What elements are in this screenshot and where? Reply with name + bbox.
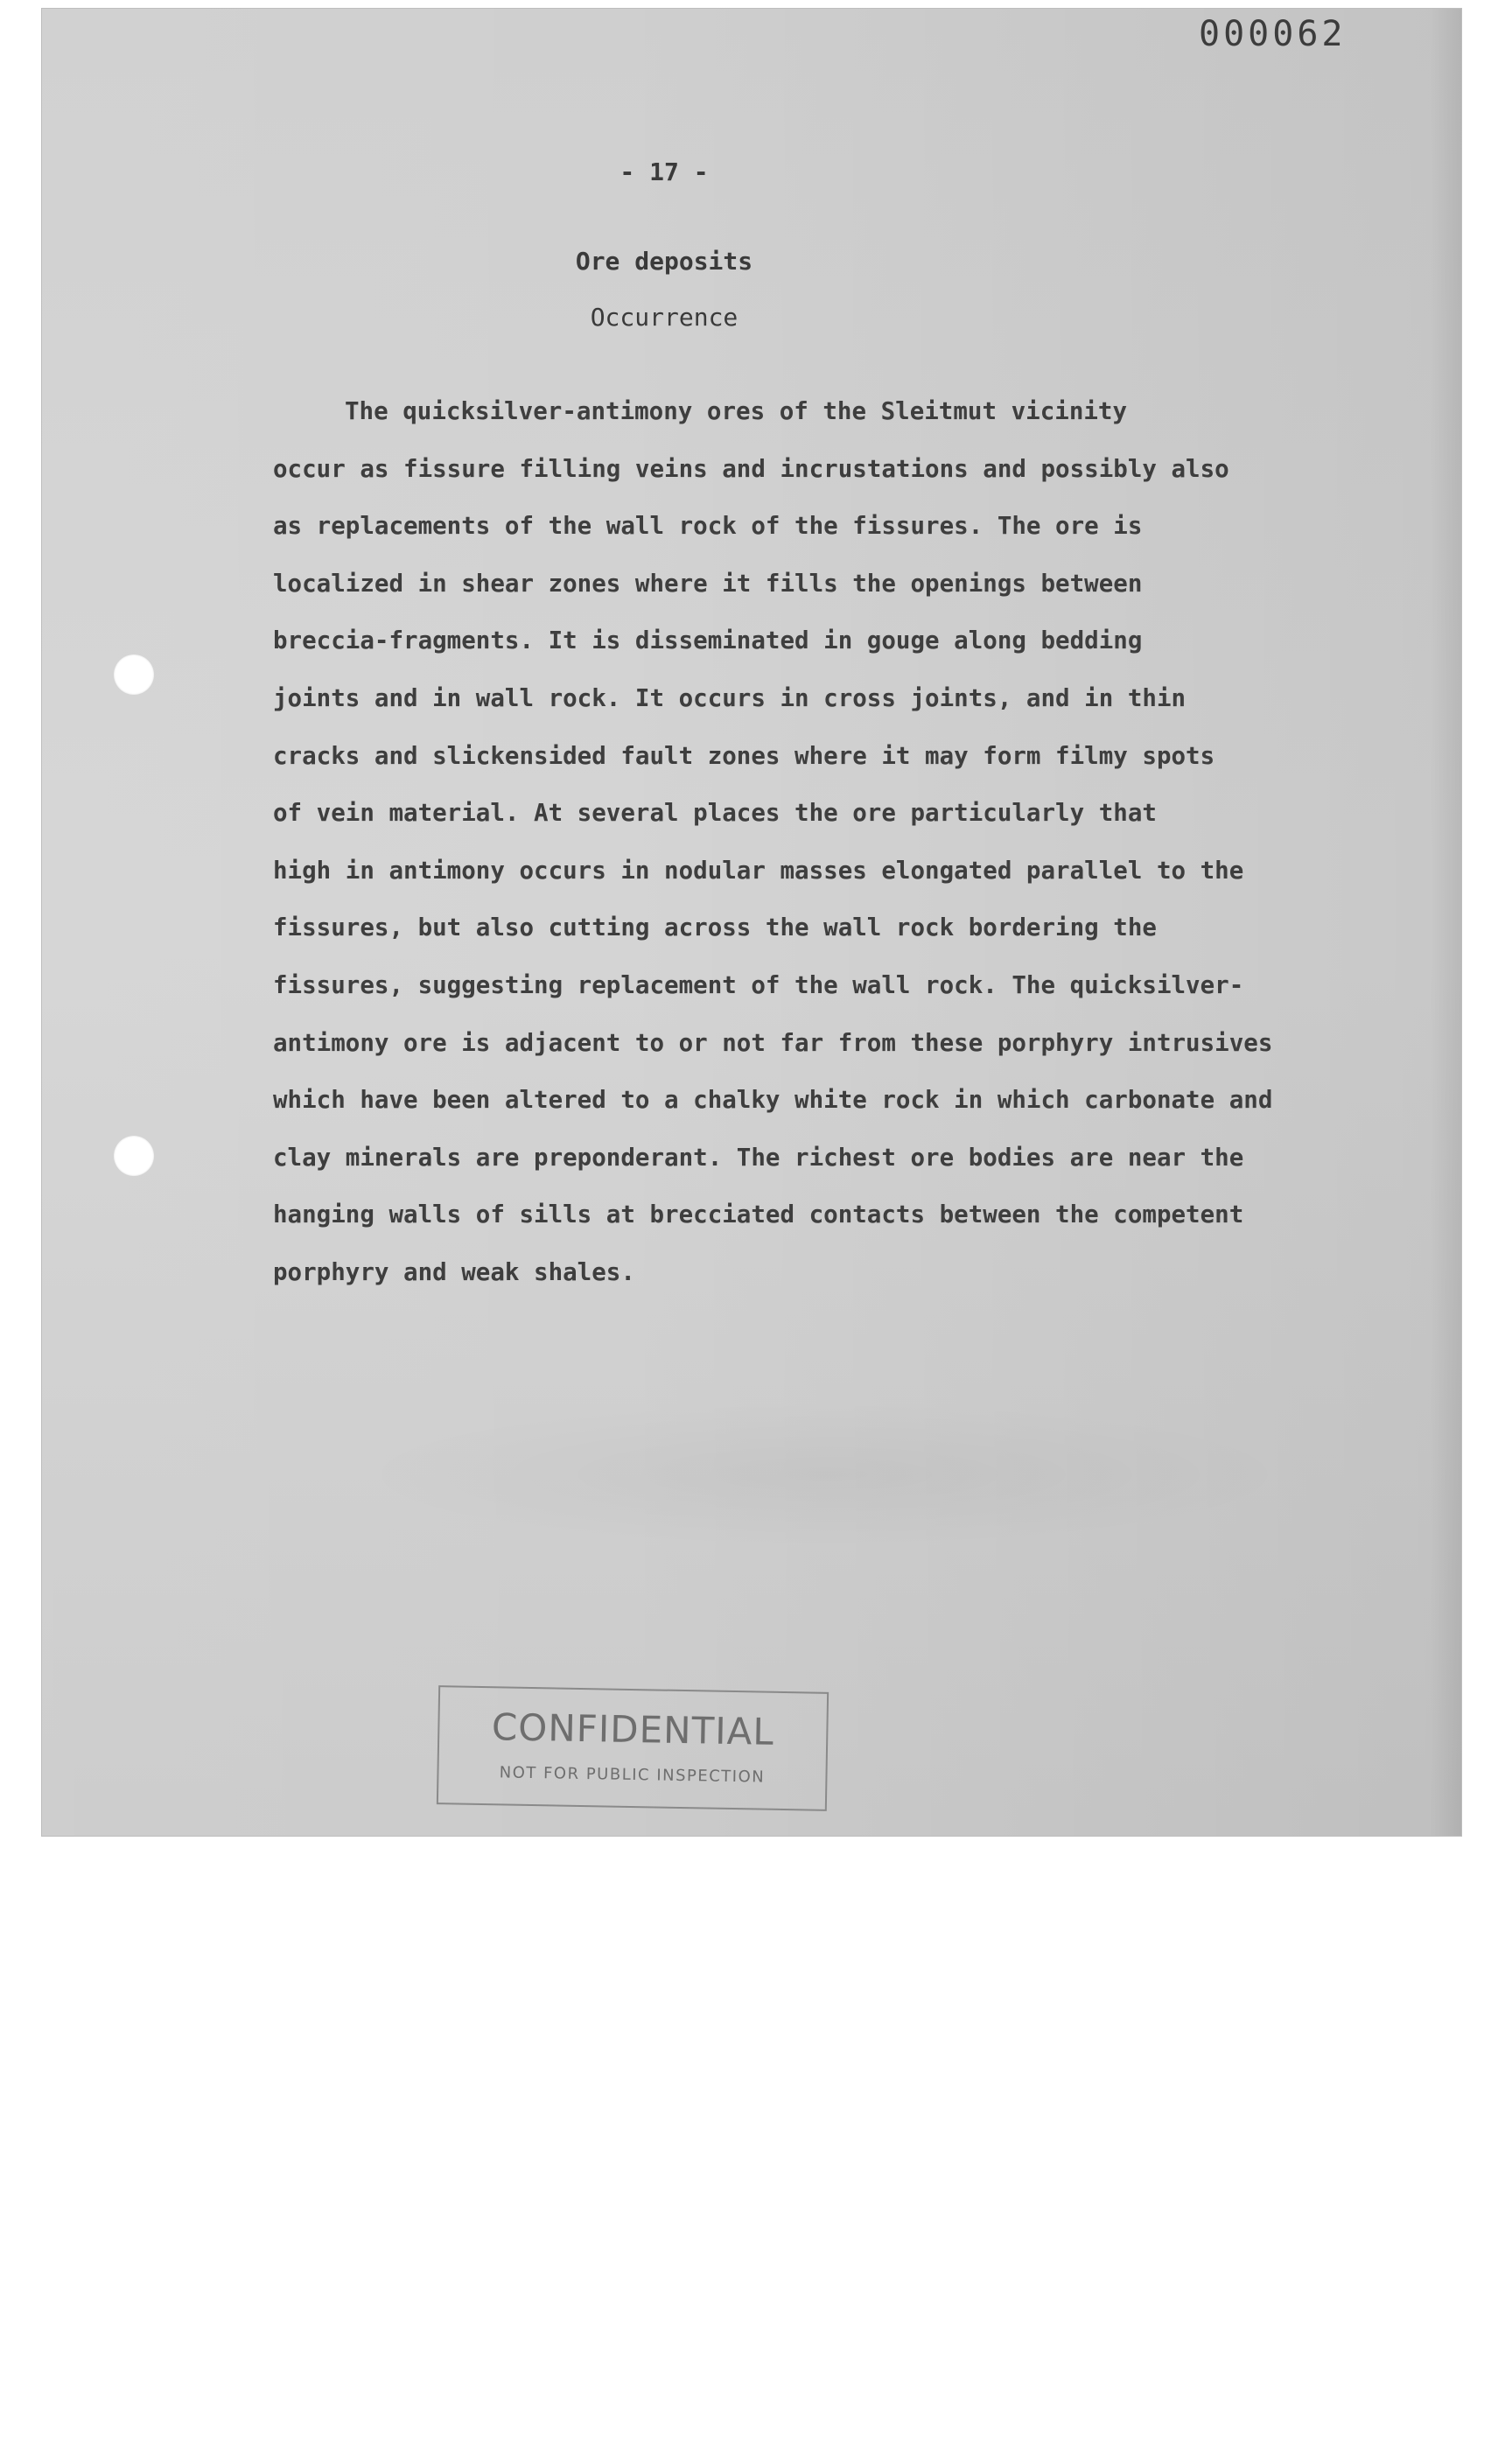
- stamp-subtitle: NOT FOR PUBLIC INSPECTION: [499, 1763, 766, 1787]
- document-number: 000062: [1199, 14, 1347, 54]
- body-line: The quicksilver-antimony ores of the Sleitmut vicinity: [345, 397, 1128, 425]
- body-line: joints and in wall rock. It occurs in cross joints, and in thin: [273, 683, 1186, 712]
- punch-hole: [114, 1136, 154, 1176]
- body-line: which have been altered to a chalky white rock in which carbonate and: [273, 1086, 1273, 1115]
- body-line: breccia-fragments. It is disseminated in gouge along bedding: [273, 626, 1143, 655]
- page-edge-shadow: [1430, 9, 1461, 1836]
- scan-smudge: [344, 1400, 1306, 1549]
- body-line: fissures, suggesting replacement of the wall rock. The quicksilver-: [273, 970, 1244, 999]
- body-line: cracks and slickensided fault zones where it may form filmy spots: [273, 741, 1215, 770]
- body-line: clay minerals are preponderant. The richest ore bodies are near the: [273, 1143, 1244, 1172]
- body-paragraph: [273, 383, 1340, 1302]
- body-line: antimony ore is adjacent to or not far from these porphyry intrusives: [273, 1028, 1273, 1057]
- section-subheading: Occurrence: [590, 303, 738, 332]
- section-heading: Ore deposits: [575, 247, 753, 276]
- body-line: fissures, but also cutting across the wall rock bordering the: [273, 914, 1157, 942]
- confidential-stamp: [437, 1685, 829, 1811]
- body-line: high in antimony occurs in nodular masses elongated parallel to the: [273, 856, 1244, 885]
- page-number: - 17 -: [620, 158, 709, 186]
- body-line: hanging walls of sills at brecciated contacts between the competent: [273, 1200, 1244, 1229]
- body-line: localized in shear zones where it fills the openings between: [273, 569, 1143, 598]
- body-line: of vein material. At several places the ore particularly that: [273, 799, 1157, 828]
- stamp-title: CONFIDENTIAL: [491, 1705, 775, 1754]
- body-line: as replacements of the wall rock of the fissures. The ore is: [273, 512, 1143, 541]
- scanned-page: [42, 9, 1461, 1836]
- body-line: porphyry and weak shales.: [273, 1257, 635, 1286]
- body-line: occur as fissure filling veins and incrustations and possibly also: [273, 454, 1229, 483]
- punch-hole: [114, 654, 154, 695]
